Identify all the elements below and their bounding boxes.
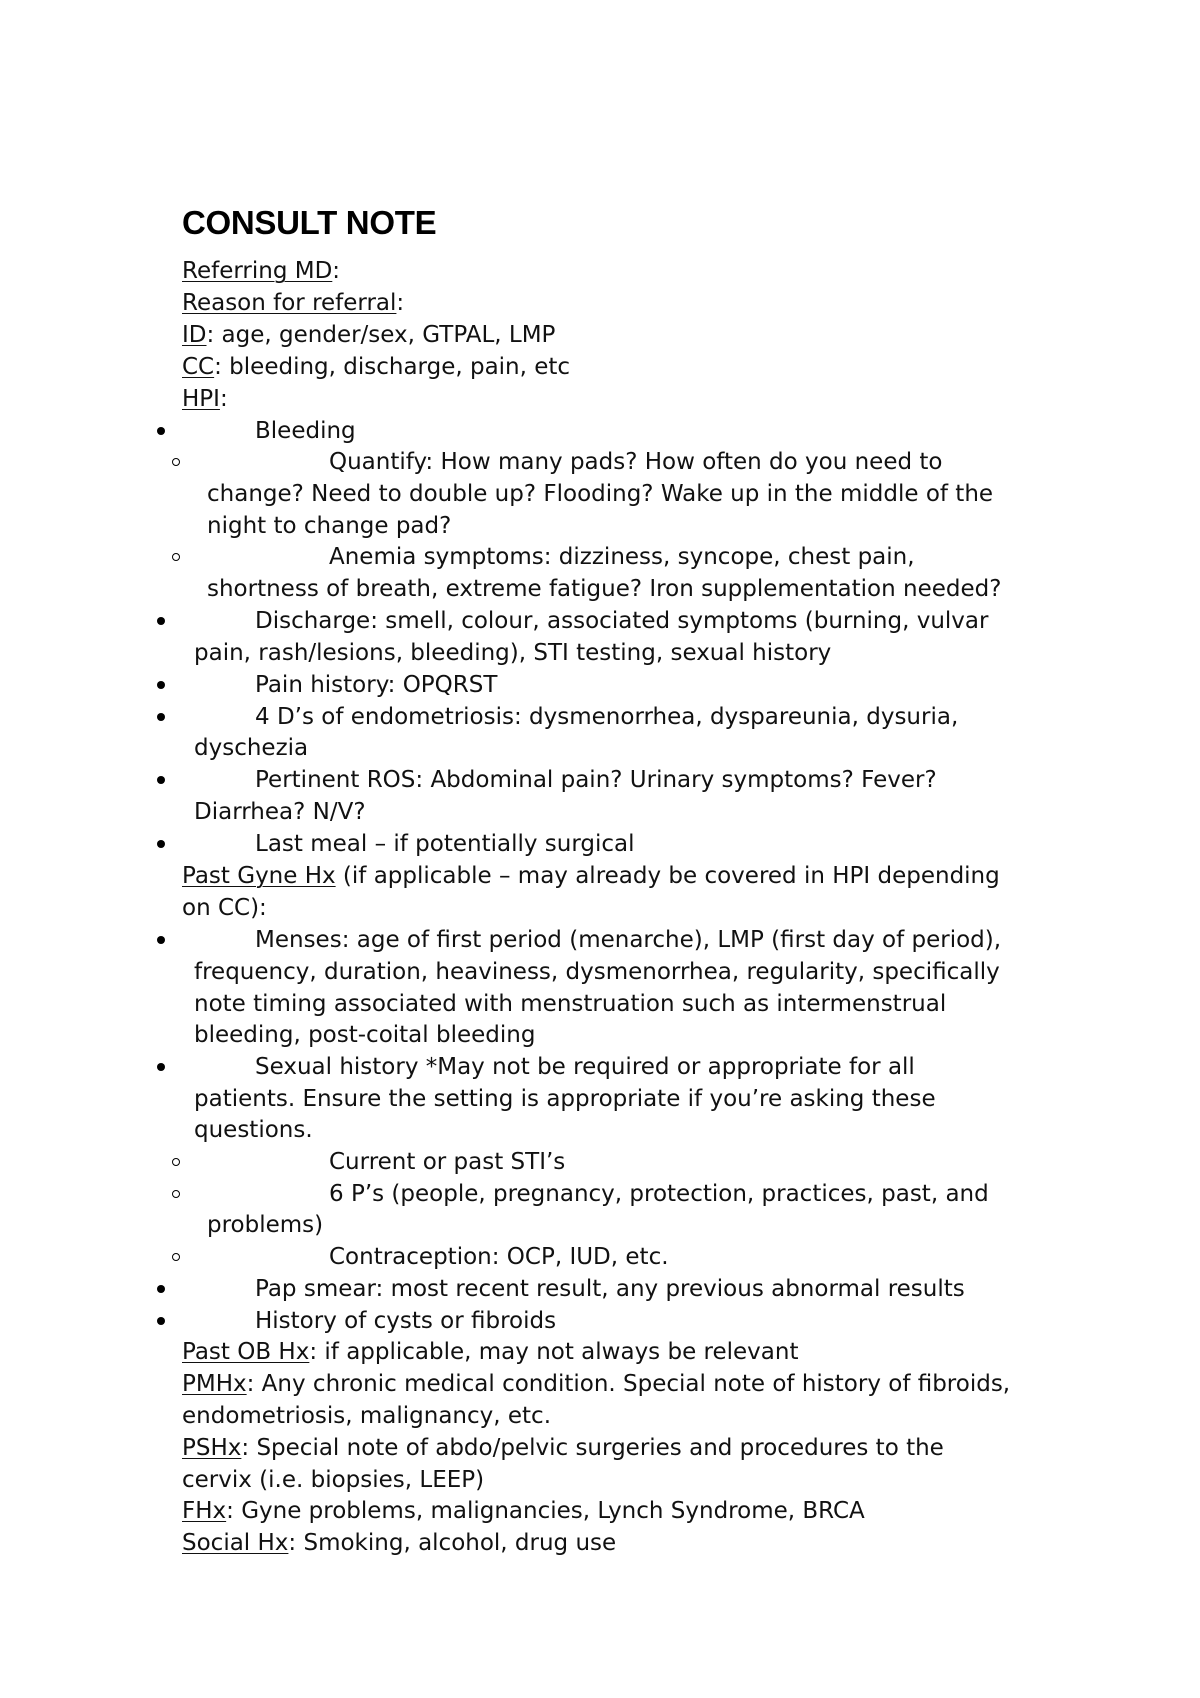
pap-line: Pap smear: most recent result, any previous abnormal results — [255, 1276, 965, 1302]
pshx-label: PSHx — [182, 1435, 242, 1461]
sub-bullet-icon — [172, 1190, 180, 1198]
last-meal: Last meal – if potentially surgical — [255, 831, 635, 857]
sti-line: Current or past STI’s — [329, 1149, 566, 1175]
menses-line-4: bleeding, post-coital bleeding — [194, 1022, 536, 1048]
cysts-line: History of cysts or fibroids — [255, 1308, 557, 1334]
endo-line-2: dyschezia — [194, 735, 309, 761]
bullet-icon — [157, 427, 165, 435]
gyne-label: Past Gyne Hx — [182, 863, 336, 889]
quantify-line-1: Quantify: How many pads? How often do you need to — [329, 449, 943, 475]
sexual-line-1: Sexual history *May not be required or appropriate for all — [255, 1054, 915, 1080]
menses-line-2: frequency, duration, heaviness, dysmenorrhea, regularity, specifically — [194, 959, 1000, 985]
referring-md-line — [182, 256, 340, 287]
pshx-line-1 — [182, 1433, 944, 1464]
document-title: CONSULT NOTE — [182, 204, 437, 241]
ob-label: Past OB Hx — [182, 1339, 310, 1365]
sexual-line-2: patients. Ensure the setting is appropriate if you’re asking these — [194, 1086, 936, 1112]
gyne-text: (if applicable – may already be covered in HPI depending — [335, 863, 1000, 889]
id-text: : age, gender/sex, GTPAL, LMP — [206, 322, 556, 348]
anemia-line-2: shortness of breath, extreme fatigue? Iron supplementation needed? — [207, 576, 1002, 602]
fhx-label: FHx — [182, 1498, 227, 1524]
hpi-label: HPI — [182, 386, 220, 412]
ros-line-1: Pertinent ROS: Abdominal pain? Urinary symptoms? Fever? — [255, 767, 937, 793]
bullet-icon — [157, 1317, 165, 1325]
ob-line — [182, 1337, 798, 1368]
sub-bullet-icon — [172, 1253, 180, 1261]
menses-line-1: Menses: age of first period (menarche), LMP (first day of period), — [255, 927, 1002, 953]
bullet-icon — [157, 1063, 165, 1071]
hpi-bleeding: Bleeding — [255, 418, 356, 444]
menses-line-3: note timing associated with menstruation such as intermenstrual — [194, 991, 947, 1017]
cc-line — [182, 352, 570, 383]
pmhx-text: : Any chronic medical condition. Special note of history of fibroids, — [246, 1371, 1011, 1397]
bullet-icon — [157, 840, 165, 848]
quantify-line-3: night to change pad? — [207, 513, 452, 539]
social-label: Social Hx — [182, 1530, 289, 1556]
sub-bullet-icon — [172, 1158, 180, 1166]
bullet-icon — [157, 936, 165, 944]
bullet-icon — [157, 617, 165, 625]
pain-history: Pain history: OPQRST — [255, 672, 498, 698]
cc-label: CC — [182, 354, 215, 380]
referring-md-label: Referring MD — [182, 258, 333, 284]
discharge-line-1: Discharge: smell, colour, associated symptoms (burning, vulvar — [255, 608, 989, 634]
quantify-line-2: change? Need to double up? Flooding? Wake up in the middle of the — [207, 481, 994, 507]
fhx-line — [182, 1496, 865, 1527]
hpi-line — [182, 384, 228, 415]
discharge-line-2: pain, rash/lesions, bleeding), STI testing, sexual history — [194, 640, 832, 666]
pmhx-line-1 — [182, 1369, 1010, 1400]
pshx-line-2: cervix (i.e. biopsies, LEEP) — [182, 1467, 485, 1493]
referring-md-text: : — [332, 258, 341, 284]
id-label: ID — [182, 322, 207, 348]
sub-bullet-icon — [172, 553, 180, 561]
endo-line-1: 4 D’s of endometriosis: dysmenorrhea, dyspareunia, dysuria, — [255, 704, 959, 730]
six-ps-line-1: 6 P’s (people, pregnancy, protection, practices, past, and — [329, 1181, 989, 1207]
pshx-text: : Special note of abdo/pelvic surgeries and procedures to the — [241, 1435, 944, 1461]
bullet-icon — [157, 713, 165, 721]
id-line — [182, 320, 555, 351]
pmhx-line-2: endometriosis, malignancy, etc. — [182, 1403, 551, 1429]
gyne-line-1 — [182, 861, 1000, 892]
ob-text: : if applicable, may not always be relevant — [309, 1339, 799, 1365]
pmhx-label: PMHx — [182, 1371, 247, 1397]
gyne-line-2: on CC): — [182, 895, 267, 921]
sexual-line-3: questions. — [194, 1117, 313, 1143]
social-line — [182, 1528, 616, 1559]
anemia-line-1: Anemia symptoms: dizziness, syncope, chest pain, — [329, 544, 915, 570]
bullet-icon — [157, 681, 165, 689]
ros-line-2: Diarrhea? N/V? — [194, 799, 366, 825]
contraception-line: Contraception: OCP, IUD, etc. — [329, 1244, 669, 1270]
bullet-icon — [157, 1285, 165, 1293]
sub-bullet-icon — [172, 458, 180, 466]
fhx-text: : Gyne problems, malignancies, Lynch Syndrome, BRCA — [226, 1498, 865, 1524]
hpi-text: : — [219, 386, 228, 412]
reason-text: : — [396, 290, 405, 316]
reason-line — [182, 288, 404, 319]
six-ps-line-2: problems) — [207, 1212, 324, 1238]
reason-label: Reason for referral — [182, 290, 397, 316]
cc-text: : bleeding, discharge, pain, etc — [214, 354, 571, 380]
bullet-icon — [157, 776, 165, 784]
social-text: : Smoking, alcohol, drug use — [288, 1530, 617, 1556]
